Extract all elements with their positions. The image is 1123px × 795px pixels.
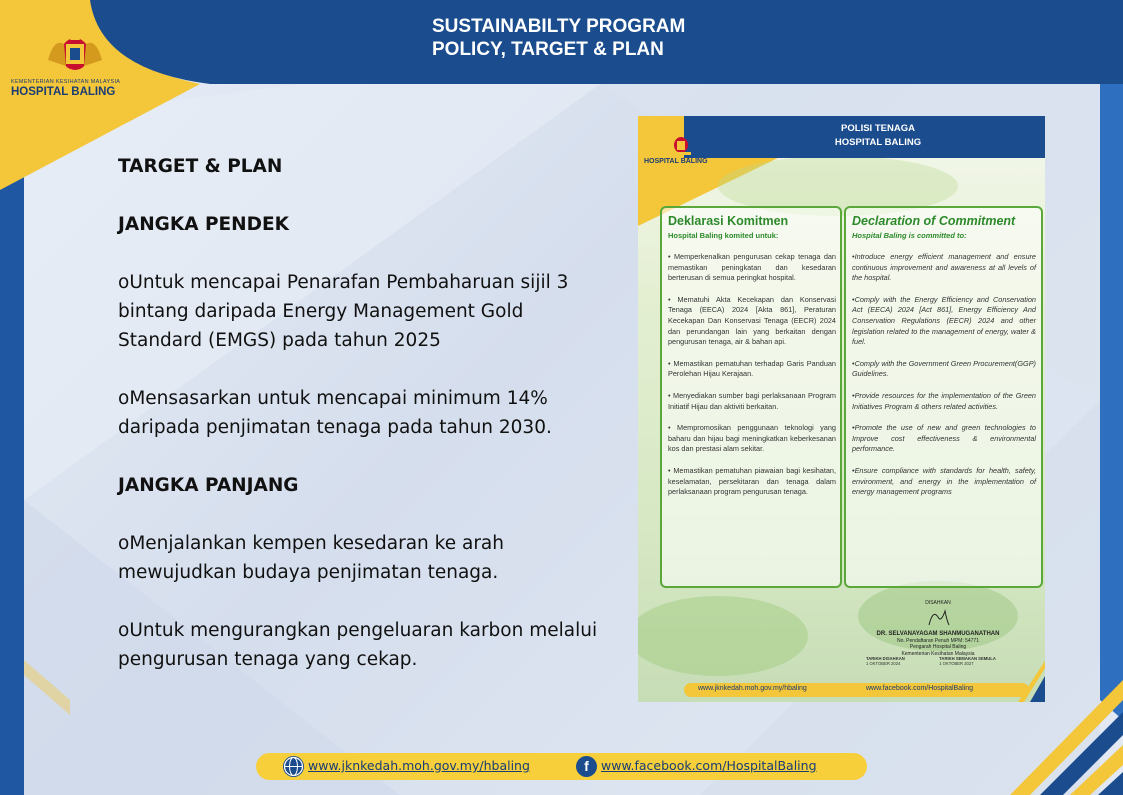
poster-title-line2: HOSPITAL BALING: [834, 137, 922, 148]
declaration-panel-english: [844, 206, 1043, 588]
declaration-heading-malay: Deklarasi Komitmen: [668, 214, 789, 228]
declaration-panel-malay: [660, 206, 842, 588]
date-approved: TARIKH DISAHKAN 1 OKTOBER 2024: [866, 656, 905, 666]
declaration-list-english: [852, 252, 1036, 509]
list-item: •Introduce energy efficient management and ensure continuous improvement and awareness at all levels of the hospital.: [852, 252, 1036, 283]
poster-logo-text: [644, 158, 708, 165]
signature-block: [863, 600, 1013, 657]
section-heading: TARGET & PLAN: [118, 156, 283, 177]
long-term-item-2: oUntuk mengurangkan pengeluaran karbon melalui pengurusan tenaga yang cekap.: [118, 620, 598, 670]
list-item: • Memastikan pematuhan terhadap Garis Panduan Perolehan Hijau Kerajaan.: [668, 358, 836, 379]
facebook-link[interactable]: www.facebook.com/HospitalBaling: [601, 758, 817, 773]
logo-hospital-name: HOSPITAL BALING: [11, 86, 116, 98]
poster-title-line1: POLISI TENAGA: [841, 123, 915, 134]
poster-footer: [684, 683, 1029, 697]
long-term-item-1: oMenjalankan kempen kesedaran ke arah mewujudkan budaya penjimatan tenaga.: [118, 533, 504, 583]
poster-web-link: www.jknkedah.moh.gov.my/hbaling: [698, 685, 807, 692]
page-title: [432, 15, 685, 61]
poster-facebook-link: www.facebook.com/HospitalBaling: [866, 685, 973, 692]
footer-links: [256, 753, 867, 780]
page-title-line1: SUSTAINABILTY PROGRAM: [432, 16, 686, 37]
website-link[interactable]: www.jknkedah.moh.gov.my/hbaling: [308, 758, 530, 773]
logo-ministry-text: KEMENTERIAN KESIHATAN MALAYSIA: [11, 79, 121, 85]
globe-icon: [283, 756, 304, 777]
poster-title: [768, 122, 988, 150]
declaration-subheading-english: Hospital Baling is committed to:: [852, 231, 967, 240]
declaration-heading-english: Declaration of Commitment: [852, 214, 1016, 228]
energy-policy-poster: [638, 116, 1045, 702]
list-item: •Ensure compliance with standards for health, safety, environment, and energy in the implementation of energy management programs: [852, 465, 1036, 497]
list-item: • Mempromosikan penggunaan teknologi yang baharu dan hijau bagi meningkatkan keberkesanan kos dan prestasi alam sekitar.: [668, 423, 836, 454]
signature-mark: [923, 607, 953, 629]
coat-of-arms-icon: [44, 30, 106, 80]
list-item: • Mematuhi Akta Kecekapan dan Konservasi Tenaga (EECA) 2024 [Akta 861], Peraturan Kecekapan Dan Konservasi Tenaga (EECR) 2024 dan perundangan lain yang berkaitan dengan pengurusan tenaga, air & bahan api.: [668, 294, 836, 347]
poster-logo-name: HOSPITAL BALING: [644, 158, 708, 165]
list-item: • Memperkenalkan pengurusan cekap tenaga dan memastikan peningkatan dan kesedaran berterusan di semua peringkat hospital.: [668, 252, 836, 283]
list-item: • Memastikan pematuhan piawaian bagi kesihatan, keselamatan, persekitaran dan tenaga dalam perlaksanaan program pengurusan tenaga.: [668, 465, 836, 497]
date-review: TARIKH SEMAKAN SEMULA 1 OKTOBER 2027: [939, 656, 996, 666]
poster-crest-icon: [668, 134, 694, 156]
declaration-subheading-malay: Hospital Baling komited untuk:: [668, 231, 779, 240]
long-term-heading: JANGKA PANJANG: [118, 475, 299, 496]
signatory-position: Pengarah Hospital Baling: [909, 644, 967, 650]
signature-label: DISAHKAN: [925, 600, 951, 606]
list-item: •Provide resources for the implementation of the Green Initiatives Program & others related activities.: [852, 390, 1036, 411]
list-item: •Comply with the Government Green Procurement(GGP) Guidelines.: [852, 358, 1036, 379]
short-term-heading: JANGKA PENDEK: [118, 214, 289, 235]
signatory-reg: No. Pendaftaran Penuh MPM: 54771: [897, 637, 979, 644]
list-item: •Promote the use of new and green technologies to Improve cost effectiveness & environmental performance.: [852, 423, 1036, 454]
page-title-line2: POLICY, TARGET & PLAN: [432, 39, 664, 60]
short-term-item-1: oUntuk mencapai Penarafan Pembaharuan sijil 3 bintang daripada Energy Management Gold Standard (EMGS) pada tahun 2025: [118, 272, 569, 351]
target-plan-section: [118, 152, 608, 674]
short-term-item-2: oMensasarkan untuk mencapai minimum 14% daripada penjimatan tenaga pada tahun 2030.: [118, 388, 552, 438]
signatory-ministry: Kementerian Kesihatan Malaysia: [901, 650, 975, 657]
hospital-logo: [11, 79, 120, 98]
signatory-name: DR. SELVANAYAGAM SHANMUGANATHAN: [876, 631, 1000, 637]
facebook-icon: f: [576, 756, 597, 777]
signature-dates: [866, 656, 1016, 666]
list-item: • Menyediakan sumber bagi perlaksanaan Program Initiatif Hijau dan aktiviti berkaitan.: [668, 390, 836, 411]
list-item: •Comply with the Energy Efficiency and Conservation Act (EECA) 2024 [Act 861], Energy Efficiency And Conservation Regulations (EECR) 2024 and other legislation related to the management of energy, water & fuel.: [852, 294, 1036, 347]
declaration-list-malay: [668, 252, 836, 509]
